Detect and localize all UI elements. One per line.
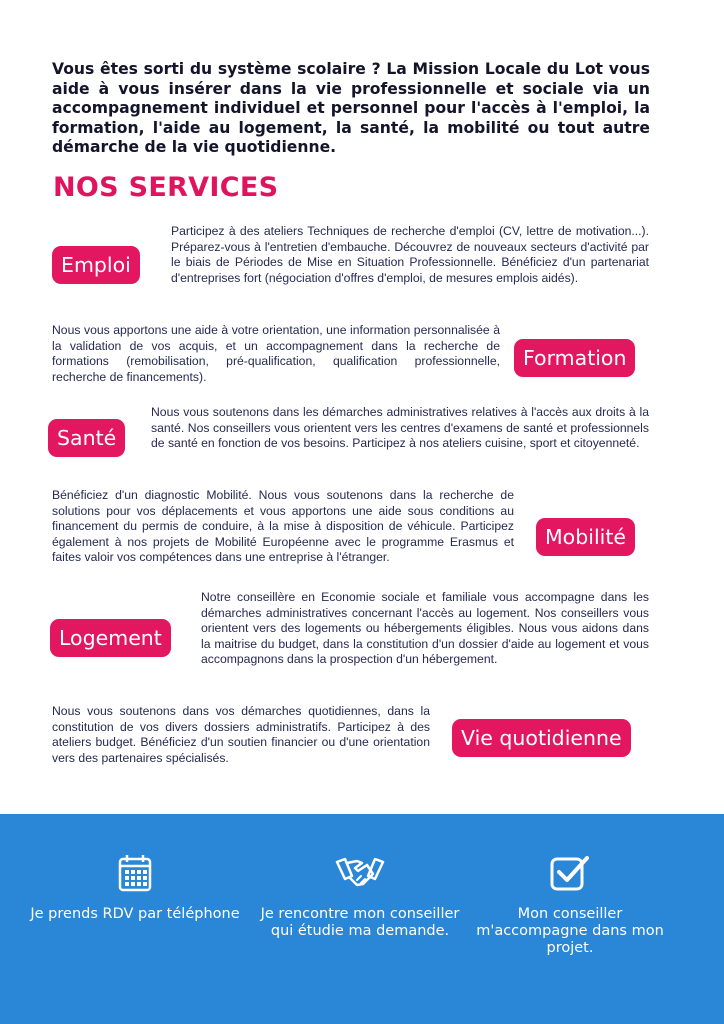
step-rdv-label: Je prends RDV par téléphone — [30, 906, 240, 922]
badge-formation: Formation — [514, 339, 635, 377]
checkbox-icon — [550, 854, 590, 892]
step-accompagne-label: Mon conseiller m'accompagne dans mon projet. — [476, 906, 664, 956]
step-rencontre-label: Je rencontre mon conseiller qui étudie ma demande. — [260, 906, 460, 939]
service-mobilite-text: Bénéficiez d'un diagnostic Mobilité. Nous vous soutenons dans la recherche de solutions pour vos déplacements et vous apportons une aide sous conditions au financement du permis de conduire, à la mise à disposition de véhicule. Participez également à nos projets de Mobilité Européenne avec le programme Erasmus et faites valoir vos compétences dans une entreprise à l'étranger. — [52, 488, 514, 565]
service-sante-text: Nous vous soutenons dans les démarches administratives relatives à l'accès aux droits à la santé. Nos conseillers vous orientent vers les centres d'examens de santé et professionnels de santé en fonction de vos besoins. Participez à nos ateliers cuisine, sport et citoyenneté. — [151, 405, 649, 451]
service-logement-text: Notre conseillère en Economie sociale et familiale vous accompagne dans les démarches administratives concernant l'accès au logement. Nos conseillers vous orientent vers des logements ou hébergements éligibles. Nous vous aidons dans la maitrise du budget, dans la constitution d'un dossier d'aide au logement et vous accompagnons dans la prospection d'un hébergement. — [201, 590, 649, 667]
badge-emploi: Emploi — [52, 246, 140, 284]
service-formation-text: Nous vous apportons une aide à votre orientation, une information personnalisée à la validation de vos acquis, et un accompagnement dans la recherche de formations (remobilisation, pré-qualification, qualification professionnelle, recherche de financements). — [52, 323, 500, 384]
step-rencontre — [250, 854, 470, 940]
badge-mobilite: Mobilité — [536, 518, 635, 556]
services-title: NOS SERVICES — [53, 172, 279, 203]
handshake-icon — [335, 854, 385, 892]
service-emploi-text: Participez à des ateliers Techniques de recherche d'emploi (CV, lettre de motivation...). Préparez-vous à l'entretien d'embauche. Découvrez de nouveaux secteurs d'activité par le biais de Périodes de Mise en Situation Professionnelle. Bénéficiez d'un partenariat d'entreprises fort (négociation d'offres d'emploi, de mesures emplois aidés). — [171, 224, 649, 285]
step-rdv — [25, 854, 245, 923]
badge-logement: Logement — [50, 619, 171, 657]
calendar-icon — [118, 854, 152, 892]
badge-sante: Santé — [48, 419, 125, 457]
intro-paragraph: Vous êtes sorti du système scolaire ? La Mission Locale du Lot vous aide à vous insérer dans la vie professionnelle et sociale via un accompagnement individuel et personnel pour l'accès à l'emploi, la formation, l'aide au logement, la santé, la mobilité ou tout autre démarche de la vie quotidienne. — [52, 60, 650, 157]
service-vie-quotidienne-text: Nous vous soutenons dans vos démarches quotidiennes, dans la constitution de vos divers dossiers administratifs. Participez à des ateliers budget. Bénéficiez d'un soutien financier ou d'une orientation vers des partenaires spécialisés. — [52, 704, 430, 765]
footer-steps — [0, 814, 724, 1024]
step-accompagne — [460, 854, 680, 957]
badge-vie-quotidienne: Vie quotidienne — [452, 719, 631, 757]
